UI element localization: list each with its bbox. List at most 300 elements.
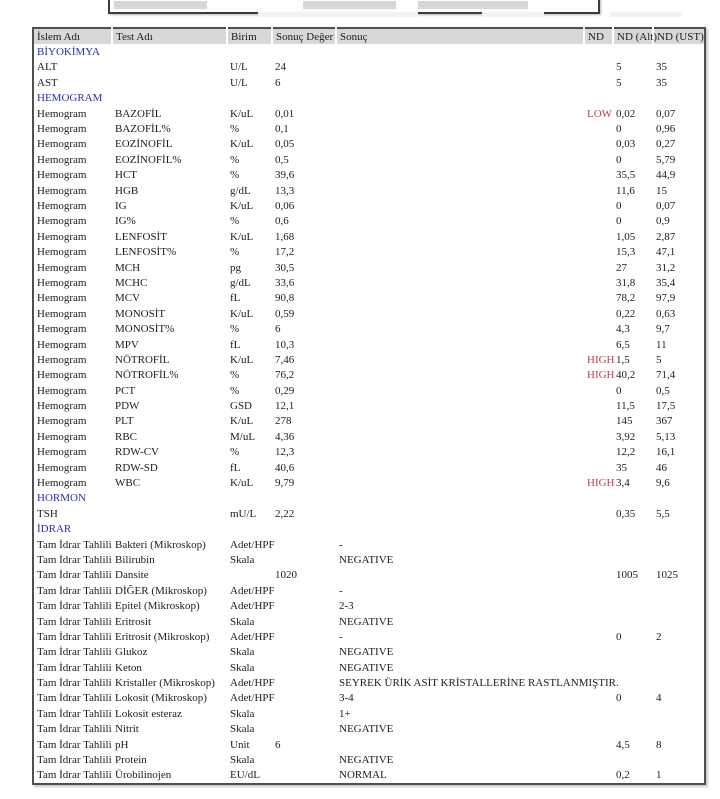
cell-nd-ust: 2 bbox=[656, 630, 662, 643]
cell-sonuc bbox=[336, 291, 584, 306]
cell-sonuc-deger: 278 bbox=[275, 415, 292, 428]
table-row bbox=[33, 337, 705, 352]
cell-sonuc-deger bbox=[272, 614, 336, 629]
cell-test-adi: HGB bbox=[115, 184, 139, 197]
cell-birim: U/L bbox=[230, 61, 248, 74]
cell-nd-alt: 0 bbox=[616, 692, 622, 705]
cell-sonuc-deger bbox=[272, 645, 336, 660]
cell-nd bbox=[584, 137, 613, 152]
cell-islem-adi: Hemogram bbox=[37, 338, 87, 351]
cell-test-adi: Eritrosit (Mikroskop) bbox=[115, 630, 210, 643]
cell-birim: fL bbox=[230, 461, 241, 474]
cell-islem-adi: Hemogram bbox=[37, 169, 87, 182]
cell-islem-adi: Hemogram bbox=[37, 415, 87, 428]
cell-nd-alt: 0,03 bbox=[616, 138, 636, 151]
cell-sonuc bbox=[336, 429, 584, 444]
cell-islem-adi: Hemogram bbox=[37, 276, 87, 289]
cell-test-adi: BAZOFİL% bbox=[115, 123, 171, 136]
cell-nd-alt: 0,02 bbox=[616, 107, 636, 120]
cell-nd-ust: 5,13 bbox=[656, 430, 676, 443]
cell-nd-ust: 35 bbox=[656, 76, 667, 89]
table-row bbox=[33, 537, 705, 552]
toolbar-button-2[interactable] bbox=[303, 1, 396, 9]
table-row bbox=[33, 152, 705, 167]
cell-islem-adi: Tam İdrar Tahlili bbox=[37, 538, 112, 551]
cell-test-adi: MCHC bbox=[115, 276, 148, 289]
cell-nd-alt: 12,2 bbox=[616, 446, 636, 459]
cell-nd bbox=[584, 398, 613, 413]
table-row bbox=[33, 675, 705, 690]
cell-nd-alt: 4,5 bbox=[616, 738, 630, 751]
cell-islem-adi: Tam İdrar Tahlili bbox=[37, 646, 112, 659]
cell-sonuc-deger bbox=[272, 691, 336, 706]
cell-sonuc bbox=[336, 460, 584, 475]
cutoff-ui-fragment bbox=[482, 12, 544, 17]
cell-islem-adi: TSH bbox=[37, 507, 58, 520]
cell-nd-ust: 71,4 bbox=[656, 369, 676, 382]
section-row bbox=[33, 91, 705, 106]
cell-test-adi: Lokosit (Mikroskop) bbox=[115, 692, 207, 705]
cell-birim: g/dL bbox=[230, 184, 251, 197]
cell-test-adi: LENFOSİT% bbox=[115, 246, 177, 259]
cell-sonuc: NEGATIVE bbox=[339, 646, 394, 659]
cell-islem-adi: Hemogram bbox=[37, 430, 87, 443]
cell-sonuc-deger: 2,22 bbox=[275, 507, 295, 520]
cell-birim: % bbox=[230, 153, 240, 166]
section-row bbox=[33, 44, 705, 59]
cell-sonuc: 2-3 bbox=[339, 600, 354, 613]
cell-birim: Adet/HPF bbox=[230, 600, 275, 613]
cell-test-adi: Epitel (Mikroskop) bbox=[115, 600, 200, 613]
header-sonuc-deger: Sonuç Değer bbox=[272, 28, 336, 44]
cell-nd-alt bbox=[613, 660, 653, 675]
cell-nd-ust: 0,27 bbox=[656, 138, 676, 151]
cell-nd-ust: 9,6 bbox=[656, 477, 670, 490]
table-row bbox=[33, 244, 705, 259]
cell-nd bbox=[584, 121, 613, 136]
table-row bbox=[33, 722, 705, 737]
cell-test-adi: EOZİNOFİL bbox=[115, 138, 173, 151]
cell-sonuc bbox=[336, 383, 584, 398]
cell-sonuc bbox=[336, 152, 584, 167]
cell-test-adi: RBC bbox=[115, 430, 138, 443]
cell-nd bbox=[584, 60, 613, 75]
cell-birim: Adet/HPF bbox=[230, 677, 275, 690]
cell-nd-alt: 0 bbox=[616, 630, 622, 643]
cell-test-adi: PCT bbox=[115, 384, 136, 397]
cell-islem-adi: Hemogram bbox=[37, 123, 87, 136]
table-header bbox=[33, 28, 705, 44]
cell-islem-adi: Tam İdrar Tahlili bbox=[37, 723, 112, 736]
table-row bbox=[33, 475, 705, 490]
table-row bbox=[33, 214, 705, 229]
cell-nd-ust: 367 bbox=[656, 415, 673, 428]
cell-nd bbox=[584, 414, 613, 429]
cell-birim: Skala bbox=[230, 754, 255, 767]
cell-nd-ust: 35,4 bbox=[656, 276, 676, 289]
cell-nd bbox=[584, 244, 613, 259]
cell-test-adi: RDW-CV bbox=[115, 446, 159, 459]
cell-sonuc-deger: 9,79 bbox=[275, 477, 295, 490]
table-row bbox=[33, 291, 705, 306]
cell-nd-alt: 0,35 bbox=[616, 507, 636, 520]
cell-islem-adi: Hemogram bbox=[37, 153, 87, 166]
cell-nd bbox=[584, 183, 613, 198]
cell-birim: GSD bbox=[230, 400, 253, 413]
cell-nd-alt: 35 bbox=[616, 461, 627, 474]
cell-sonuc-deger: 0,6 bbox=[275, 215, 289, 228]
cell-sonuc bbox=[336, 244, 584, 259]
cell-test-adi: PLT bbox=[115, 415, 134, 428]
cell-sonuc bbox=[336, 368, 584, 383]
cell-nd bbox=[584, 706, 613, 721]
cell-nd-ust: 0,96 bbox=[656, 123, 676, 136]
cell-nd-ust: 0,07 bbox=[656, 199, 676, 212]
cell-birim: EU/dL bbox=[230, 769, 260, 782]
cell-birim: K/uL bbox=[230, 307, 254, 320]
cell-nd: HIGH bbox=[587, 353, 615, 366]
cell-nd-alt: 0 bbox=[616, 153, 622, 166]
cell-nd-ust: 1025 bbox=[656, 569, 678, 582]
header-islem-adi: İslem Adı bbox=[33, 28, 112, 44]
cell-islem-adi: Hemogram bbox=[37, 230, 87, 243]
cell-nd-alt: 11,5 bbox=[616, 400, 635, 413]
cell-sonuc-deger: 1,68 bbox=[275, 230, 295, 243]
cell-nd bbox=[584, 752, 613, 767]
cell-sonuc-deger bbox=[272, 583, 336, 598]
cell-birim: Adet/HPF bbox=[230, 692, 275, 705]
cell-nd bbox=[584, 552, 613, 567]
cell-islem-adi: Tam İdrar Tahlili bbox=[37, 677, 112, 690]
table-row bbox=[33, 398, 705, 413]
cell-sonuc-deger: 0,29 bbox=[275, 384, 295, 397]
section-label: BİYOKİMYA bbox=[37, 46, 100, 59]
cell-nd-alt: 40,2 bbox=[616, 369, 636, 382]
table-row bbox=[33, 183, 705, 198]
cell-nd-ust: 0,9 bbox=[656, 215, 670, 228]
table-row bbox=[33, 568, 705, 583]
cell-sonuc-deger: 30,5 bbox=[275, 261, 295, 274]
table-row bbox=[33, 306, 705, 321]
cell-nd-alt: 1,05 bbox=[616, 230, 636, 243]
section-row bbox=[33, 491, 705, 506]
cell-birim: % bbox=[230, 369, 240, 382]
cell-test-adi: PDW bbox=[115, 400, 140, 413]
cell-birim: Adet/HPF bbox=[230, 584, 275, 597]
cell-sonuc-deger bbox=[272, 598, 336, 613]
table-row bbox=[33, 198, 705, 213]
cell-nd-ust: 0,07 bbox=[656, 107, 676, 120]
cell-nd-ust: 0,5 bbox=[656, 384, 670, 397]
cell-test-adi: MCV bbox=[115, 292, 141, 305]
table-row bbox=[33, 583, 705, 598]
cell-islem-adi: Hemogram bbox=[37, 323, 87, 336]
cell-test-adi: Keton bbox=[115, 661, 142, 674]
cell-nd-alt: 35,5 bbox=[616, 169, 636, 182]
cell-nd-ust: 0,63 bbox=[656, 307, 676, 320]
header-test-adi: Test Adı bbox=[112, 28, 227, 44]
table-row bbox=[33, 75, 705, 90]
cell-nd bbox=[584, 75, 613, 90]
cell-sonuc bbox=[336, 60, 584, 75]
cell-sonuc-deger: 33,6 bbox=[275, 276, 295, 289]
cell-nd-alt: 1005 bbox=[616, 569, 638, 582]
cell-nd-alt bbox=[613, 706, 653, 721]
cell-test-adi: MPV bbox=[115, 338, 139, 351]
cell-nd bbox=[584, 198, 613, 213]
cell-islem-adi: Tam İdrar Tahlili bbox=[37, 615, 112, 628]
cell-islem-adi: Hemogram bbox=[37, 384, 87, 397]
section-row bbox=[33, 522, 705, 537]
table-row bbox=[33, 60, 705, 75]
cell-nd-ust: 2,87 bbox=[656, 230, 676, 243]
table-row bbox=[33, 506, 705, 521]
lab-results-table bbox=[32, 27, 706, 785]
cell-test-adi: MCH bbox=[115, 261, 141, 274]
cell-birim: M/uL bbox=[230, 430, 256, 443]
cell-nd-ust: 5,79 bbox=[656, 153, 676, 166]
cell-sonuc: SEYREK ÜRİK ASİT KRİSTALLERİNE RASTLANMIŞTIR. bbox=[339, 677, 619, 690]
cell-nd bbox=[584, 214, 613, 229]
cell-nd-alt: 5 bbox=[616, 61, 622, 74]
cell-nd-ust: 97,9 bbox=[656, 292, 676, 305]
cell-sonuc: 1+ bbox=[339, 707, 351, 720]
cell-sonuc: 3-4 bbox=[339, 692, 354, 705]
cell-nd bbox=[584, 537, 613, 552]
cell-nd: HIGH bbox=[587, 477, 615, 490]
cell-sonuc bbox=[336, 229, 584, 244]
cell-test-adi bbox=[112, 60, 227, 75]
cell-nd-ust bbox=[653, 645, 705, 660]
cell-sonuc bbox=[336, 398, 584, 413]
cell-birim bbox=[227, 568, 272, 583]
cell-birim: Adet/HPF bbox=[230, 630, 275, 643]
cell-sonuc bbox=[336, 275, 584, 290]
header-sonuc: Sonuç bbox=[336, 28, 584, 44]
cell-sonuc: - bbox=[339, 630, 343, 643]
cell-nd-ust: 5,5 bbox=[656, 507, 670, 520]
cell-nd-ust: 5 bbox=[656, 353, 662, 366]
cell-sonuc-deger: 12,3 bbox=[275, 446, 295, 459]
cell-test-adi: WBC bbox=[115, 477, 141, 490]
cell-birim: K/uL bbox=[230, 477, 254, 490]
cell-nd bbox=[584, 152, 613, 167]
cell-sonuc bbox=[336, 445, 584, 460]
cell-nd: HIGH bbox=[587, 369, 615, 382]
section-label: HORMON bbox=[37, 492, 86, 505]
cell-test-adi: HCT bbox=[115, 169, 137, 182]
header-nd-alt: ND (Alt) bbox=[613, 28, 653, 44]
cell-sonuc: NEGATIVE bbox=[339, 615, 394, 628]
cell-nd-ust bbox=[653, 675, 705, 690]
cell-nd-alt bbox=[613, 752, 653, 767]
cell-sonuc bbox=[336, 75, 584, 90]
table-row bbox=[33, 121, 705, 136]
cell-nd-alt: 1,5 bbox=[616, 353, 630, 366]
cell-sonuc-deger: 1020 bbox=[275, 569, 297, 582]
toolbar-button-1[interactable] bbox=[114, 1, 207, 9]
cell-sonuc-deger bbox=[272, 722, 336, 737]
cell-islem-adi: Tam İdrar Tahlili bbox=[37, 553, 112, 566]
cell-nd bbox=[584, 629, 613, 644]
cell-sonuc-deger bbox=[272, 629, 336, 644]
cell-birim: % bbox=[230, 215, 240, 228]
cell-nd-alt: 5 bbox=[616, 76, 622, 89]
cell-nd-alt: 0,22 bbox=[616, 307, 636, 320]
cell-islem-adi: Tam İdrar Tahlili bbox=[37, 661, 112, 674]
cell-nd bbox=[584, 691, 613, 706]
cell-nd bbox=[584, 614, 613, 629]
table-row bbox=[33, 460, 705, 475]
cell-sonuc: NEGATIVE bbox=[339, 754, 394, 767]
cell-birim: Skala bbox=[230, 553, 255, 566]
cell-nd-ust bbox=[653, 552, 705, 567]
cell-nd-alt: 0,2 bbox=[616, 769, 630, 782]
cell-sonuc: NEGATIVE bbox=[339, 661, 394, 674]
cell-islem-adi: Tam İdrar Tahlili bbox=[37, 754, 112, 767]
header-nd: ND bbox=[584, 28, 613, 44]
cell-sonuc-deger: 0,01 bbox=[275, 107, 295, 120]
cell-islem-adi: Hemogram bbox=[37, 461, 87, 474]
cell-nd-alt bbox=[613, 583, 653, 598]
cell-islem-adi: Hemogram bbox=[37, 307, 87, 320]
cell-test-adi: MONOSİT% bbox=[115, 323, 175, 336]
cutoff-ui-fragment bbox=[610, 12, 682, 17]
cell-islem-adi: Tam İdrar Tahlili bbox=[37, 600, 112, 613]
cell-test-adi: MONOSİT bbox=[115, 307, 166, 320]
cell-nd bbox=[584, 645, 613, 660]
cell-birim: K/uL bbox=[230, 107, 254, 120]
cell-nd-ust: 15 bbox=[656, 184, 667, 197]
cell-nd-ust: 9,7 bbox=[656, 323, 670, 336]
cell-test-adi: Protein bbox=[115, 754, 147, 767]
cell-sonuc-deger: 0,05 bbox=[275, 138, 295, 151]
cell-birim: % bbox=[230, 446, 240, 459]
cell-nd-alt: 4,3 bbox=[616, 323, 630, 336]
cell-nd-alt: 0 bbox=[616, 123, 622, 136]
cell-islem-adi: Hemogram bbox=[37, 477, 87, 490]
cell-nd-alt: 15,3 bbox=[616, 246, 636, 259]
table-row bbox=[33, 321, 705, 336]
cell-birim: Skala bbox=[230, 646, 255, 659]
table-row bbox=[33, 260, 705, 275]
cell-nd-alt: 78,2 bbox=[616, 292, 636, 305]
table-row bbox=[33, 137, 705, 152]
cell-nd-alt bbox=[613, 614, 653, 629]
table-row bbox=[33, 368, 705, 383]
cell-birim: % bbox=[230, 384, 240, 397]
cell-nd bbox=[584, 337, 613, 352]
cell-islem-adi: Hemogram bbox=[37, 138, 87, 151]
cell-sonuc bbox=[336, 321, 584, 336]
cell-islem-adi: Hemogram bbox=[37, 246, 87, 259]
cell-sonuc-deger: 90,8 bbox=[275, 292, 295, 305]
table-row bbox=[33, 706, 705, 721]
table-row bbox=[33, 552, 705, 567]
toolbar-button-3[interactable] bbox=[418, 1, 528, 9]
cell-sonuc-deger: 40,6 bbox=[275, 461, 295, 474]
cell-test-adi: Glukoz bbox=[115, 646, 148, 659]
cell-nd bbox=[584, 429, 613, 444]
cell-nd-ust: 47,1 bbox=[656, 246, 676, 259]
cell-birim: Skala bbox=[230, 723, 255, 736]
cell-sonuc: - bbox=[339, 538, 343, 551]
cell-nd-ust: 1 bbox=[656, 769, 662, 782]
table-row bbox=[33, 352, 705, 367]
header-row bbox=[33, 28, 705, 44]
cell-nd-alt bbox=[613, 645, 653, 660]
table-row bbox=[33, 106, 705, 121]
cell-islem-adi: Hemogram bbox=[37, 215, 87, 228]
cell-nd-ust bbox=[653, 583, 705, 598]
table-row bbox=[33, 414, 705, 429]
table-row bbox=[33, 629, 705, 644]
cell-test-adi bbox=[112, 75, 227, 90]
cell-sonuc: NORMAL bbox=[339, 769, 387, 782]
cell-islem-adi: Hemogram bbox=[37, 199, 87, 212]
cell-sonuc-deger: 0,06 bbox=[275, 199, 295, 212]
cell-test-adi: Dansite bbox=[115, 569, 149, 582]
cell-nd-ust bbox=[653, 752, 705, 767]
cell-nd-alt bbox=[613, 722, 653, 737]
cell-sonuc bbox=[336, 214, 584, 229]
cell-sonuc-deger bbox=[272, 660, 336, 675]
cell-nd bbox=[584, 383, 613, 398]
table-body bbox=[33, 44, 705, 784]
cell-sonuc-deger: 0,59 bbox=[275, 307, 295, 320]
cell-birim: K/uL bbox=[230, 353, 254, 366]
cell-sonuc-deger: 17,2 bbox=[275, 246, 295, 259]
cell-nd-alt bbox=[613, 675, 653, 690]
cell-nd: LOW bbox=[587, 107, 613, 120]
cell-sonuc bbox=[336, 106, 584, 121]
cell-birim: fL bbox=[230, 292, 241, 305]
header-nd-ust: ND (UST) bbox=[653, 28, 705, 44]
table-row bbox=[33, 275, 705, 290]
cell-nd bbox=[584, 737, 613, 752]
cell-nd-ust: 8 bbox=[656, 738, 662, 751]
cell-islem-adi: Hemogram bbox=[37, 107, 87, 120]
cell-birim: % bbox=[230, 246, 240, 259]
cell-test-adi: NÖTROFİL% bbox=[115, 369, 179, 382]
cell-sonuc: NEGATIVE bbox=[339, 723, 394, 736]
cell-islem-adi: Hemogram bbox=[37, 261, 87, 274]
cell-islem-adi: Hemogram bbox=[37, 369, 87, 382]
cell-nd bbox=[584, 583, 613, 598]
cell-test-adi: Eritrosit bbox=[115, 615, 152, 628]
cell-sonuc-deger: 12,1 bbox=[275, 400, 295, 413]
cell-nd-alt: 0 bbox=[616, 215, 622, 228]
table-row bbox=[33, 598, 705, 613]
lab-results-report bbox=[32, 27, 706, 785]
table-row bbox=[33, 752, 705, 767]
cell-birim: K/uL bbox=[230, 138, 254, 151]
cell-sonuc bbox=[336, 568, 584, 583]
cell-nd bbox=[584, 306, 613, 321]
cell-birim: K/uL bbox=[230, 199, 254, 212]
cell-test-adi: Bilirubin bbox=[115, 553, 155, 566]
cell-nd bbox=[584, 660, 613, 675]
cell-nd-ust: 17,5 bbox=[656, 400, 676, 413]
cell-nd bbox=[584, 321, 613, 336]
cell-nd-alt: 0 bbox=[616, 199, 622, 212]
table-row bbox=[33, 429, 705, 444]
cell-birim: K/uL bbox=[230, 230, 254, 243]
cell-nd-ust: 11 bbox=[656, 338, 667, 351]
cell-sonuc-deger bbox=[272, 768, 336, 784]
cell-sonuc-deger bbox=[272, 552, 336, 567]
cell-test-adi: Lokosit esteraz bbox=[115, 707, 182, 720]
